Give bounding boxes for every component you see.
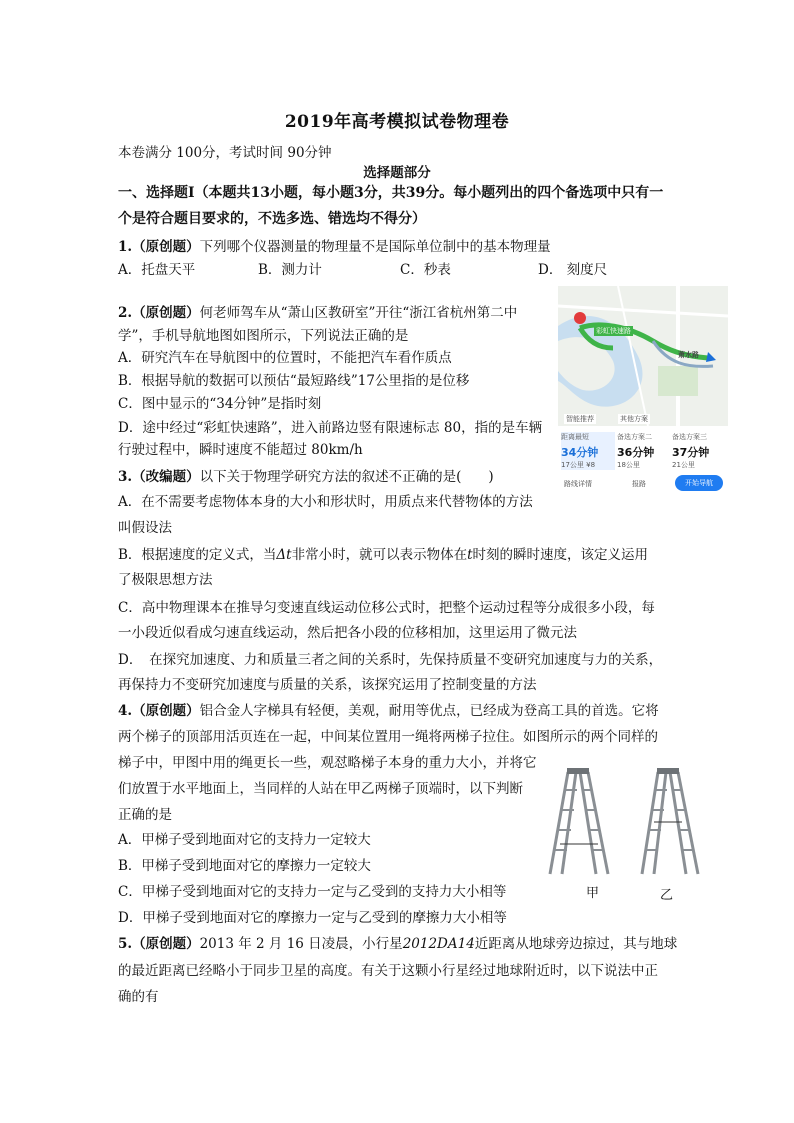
route-3-time: 37分钟 [672, 446, 710, 459]
map-alt-routes[interactable]: 其他方案 [620, 415, 648, 423]
ladder-yi-icon [642, 768, 698, 874]
route-3-distance: 21公里 [672, 461, 695, 469]
route-2-label: 备选方案二 [617, 433, 652, 441]
part1-instructions-line2: 个是符合题目要求的，不选多选、错选均不得分） [118, 211, 426, 227]
section-heading: 选择题部分 [363, 165, 431, 181]
question-1-tag: 1.（原创题） [118, 239, 200, 255]
ladder-yi-label: 乙 [660, 888, 674, 903]
question-1-option-a: A．托盘天平 [118, 262, 196, 278]
question-4-stem-line5: 正确的是 [118, 807, 172, 823]
question-5-text-post: 近距离从地球旁边掠过，其与地球 [474, 936, 678, 952]
route-option-2[interactable] [617, 432, 671, 470]
ladders-figure [540, 766, 710, 884]
q3b-delta-t: Δt [276, 547, 292, 563]
question-4-option-a: A．甲梯子受到地面对它的支持力一定较大 [118, 832, 371, 848]
question-1-stem [118, 237, 551, 257]
question-4-option-c: C．甲梯子受到地面对它的支持力一定与乙受到的支持力大小相等 [118, 884, 507, 900]
question-3-option-b-line2: 了极限思想方法 [118, 572, 213, 588]
question-5-tag: 5.（原创题） [118, 936, 200, 952]
question-5-stem-line3: 确的有 [118, 989, 159, 1005]
map-destination-label: 萧水路 [678, 351, 699, 359]
question-2-text: 何老师驾车从“萧山区教研室”开往“浙江省杭州第二中 [199, 305, 518, 321]
q3b-post: 时刻的瞬时速度，该定义运用 [472, 547, 649, 563]
question-2-tag: 2.（原创题） [118, 305, 200, 321]
question-1-text: 下列哪个仪器测量的物理量不是国际单位制中的基本物理量 [199, 239, 551, 255]
question-3-tag: 3.（改编题） [118, 469, 200, 485]
question-3-option-a-line1: A．在不需要考虑物体本身的大小和形状时，用质点来代替物体的方法 [118, 494, 533, 510]
asteroid-name: 2012DA14 [402, 936, 475, 952]
q3b-t: t [467, 547, 473, 563]
question-2-option-b: B．根据导航的数据可以预估“最短路线”17公里指的是位移 [118, 373, 470, 389]
question-2-stem-line1 [118, 303, 517, 323]
question-3-option-c-line2: 一小段近似看成匀速直线运动，然后把各小段的位移相加，这里运用了微元法 [118, 625, 577, 641]
question-3-option-c-line1: C．高中物理课本在推导匀变速直线运动位移公式时，把整个运动过程等分成很多小段，每 [118, 600, 655, 616]
navigation-map-figure [558, 286, 728, 496]
ladder-jia-icon [550, 768, 608, 874]
route-1-label: 距离最短 [561, 433, 589, 441]
question-4-tag: 4.（原创题） [118, 703, 200, 719]
question-1-option-d: D． 刻度尺 [538, 262, 608, 278]
question-5-text-pre: 2013 年 2 月 16 日凌晨，小行星 [199, 936, 403, 952]
part1-instructions-line1: 一、选择题Ⅰ（本题共13小题，每小题3分，共39分。每小题列出的四个备选项中只有一 [118, 185, 664, 201]
question-2-option-d-line2: 行驶过程中，瞬时速度不能超过 80km/h [118, 442, 363, 458]
question-2-option-d-line1: D．途中经过“彩虹快速路”，进入前路边竖有限速标志 80，指的是车辆 [118, 420, 543, 436]
map-canvas [558, 286, 728, 426]
question-3-text: 以下关于物理学研究方法的叙述不正确的是( ) [199, 469, 494, 485]
question-4-option-d: D．甲梯子受到地面对它的摩擦力一定与乙受到的摩擦力大小相等 [118, 910, 507, 926]
question-2-option-a: A．研究汽车在导航图中的位置时，不能把汽车看作质点 [118, 350, 452, 366]
route-3-label: 备选方案三 [672, 433, 707, 441]
route-2-distance: 18公里 [617, 461, 640, 469]
question-1-option-c: C．秒表 [400, 262, 451, 278]
question-4-text: 铝合金人字梯具有轻便，美观，耐用等优点，已经成为登高工具的首选。它将 [199, 703, 659, 719]
question-3-stem [118, 467, 494, 487]
question-2-stem-line2: 学”，手机导航地图如图所示，下列说法正确的是 [118, 328, 409, 344]
question-3-option-d-line1: D． 在探究加速度、力和质量三者之间的关系时，先保持质量不变研究加速度与力的关系， [118, 652, 663, 668]
question-4-option-b: B．甲梯子受到地面对它的摩擦力一定较大 [118, 858, 371, 874]
route-2-time: 36分钟 [617, 446, 655, 459]
question-3-option-a-line2: 叫假设法 [118, 520, 172, 536]
exam-info: 本卷满分 100分，考试时间 90分钟 [118, 145, 332, 161]
route-1-time: 34分钟 [561, 446, 599, 459]
question-2-option-c: C．图中显示的“34分钟”是指时刻 [118, 396, 322, 412]
map-road-label: 彩虹快速路 [596, 327, 631, 335]
report-road-button[interactable]: 报路 [632, 480, 646, 488]
question-3-option-d-line2: 再保持力不变研究加速度与质量的关系，该探究运用了控制变量的方法 [118, 677, 537, 693]
question-1-options [118, 258, 678, 278]
route-option-1[interactable] [561, 432, 615, 470]
q3b-mid: 非常小时，就可以表示物体在 [291, 547, 468, 563]
question-4-stem-line2: 两个梯子的顶部用活页连在一起，中间某位置用一绳将两梯子拉住。如图所示的两个同样的 [118, 729, 658, 745]
page-title: 2019年高考模拟试卷物理卷 [284, 112, 510, 132]
q3b-pre: B．根据速度的定义式，当 [118, 547, 277, 563]
start-navigation-button[interactable]: 开始导航 [675, 475, 723, 491]
question-3-option-b-line1 [118, 545, 648, 565]
question-4-stem-line4: 们放置于水平地面上，当同样的人站在甲乙两梯子顶端时，以下判断 [118, 781, 523, 797]
question-1-option-b: B．测力计 [258, 262, 322, 278]
ladder-jia-label: 甲 [586, 886, 600, 901]
route-option-3[interactable] [672, 432, 726, 470]
route-1-distance: 17公里 ¥8 [561, 461, 596, 469]
question-5-stem-line1 [118, 934, 677, 954]
question-4-stem-line1 [118, 701, 659, 721]
question-4-stem-line3: 梯子中，甲图中用的绳更长一些，观怼略梯子本身的重力大小，并将它 [118, 755, 537, 771]
question-5-stem-line2: 的最近距离已经略小于同步卫星的高度。有关于这颗小行星经过地球附近时，以下说法中正 [118, 963, 658, 979]
map-smart-recommend[interactable]: 智能推荐 [566, 415, 594, 423]
route-details-link[interactable]: 路线详情 [564, 480, 592, 488]
